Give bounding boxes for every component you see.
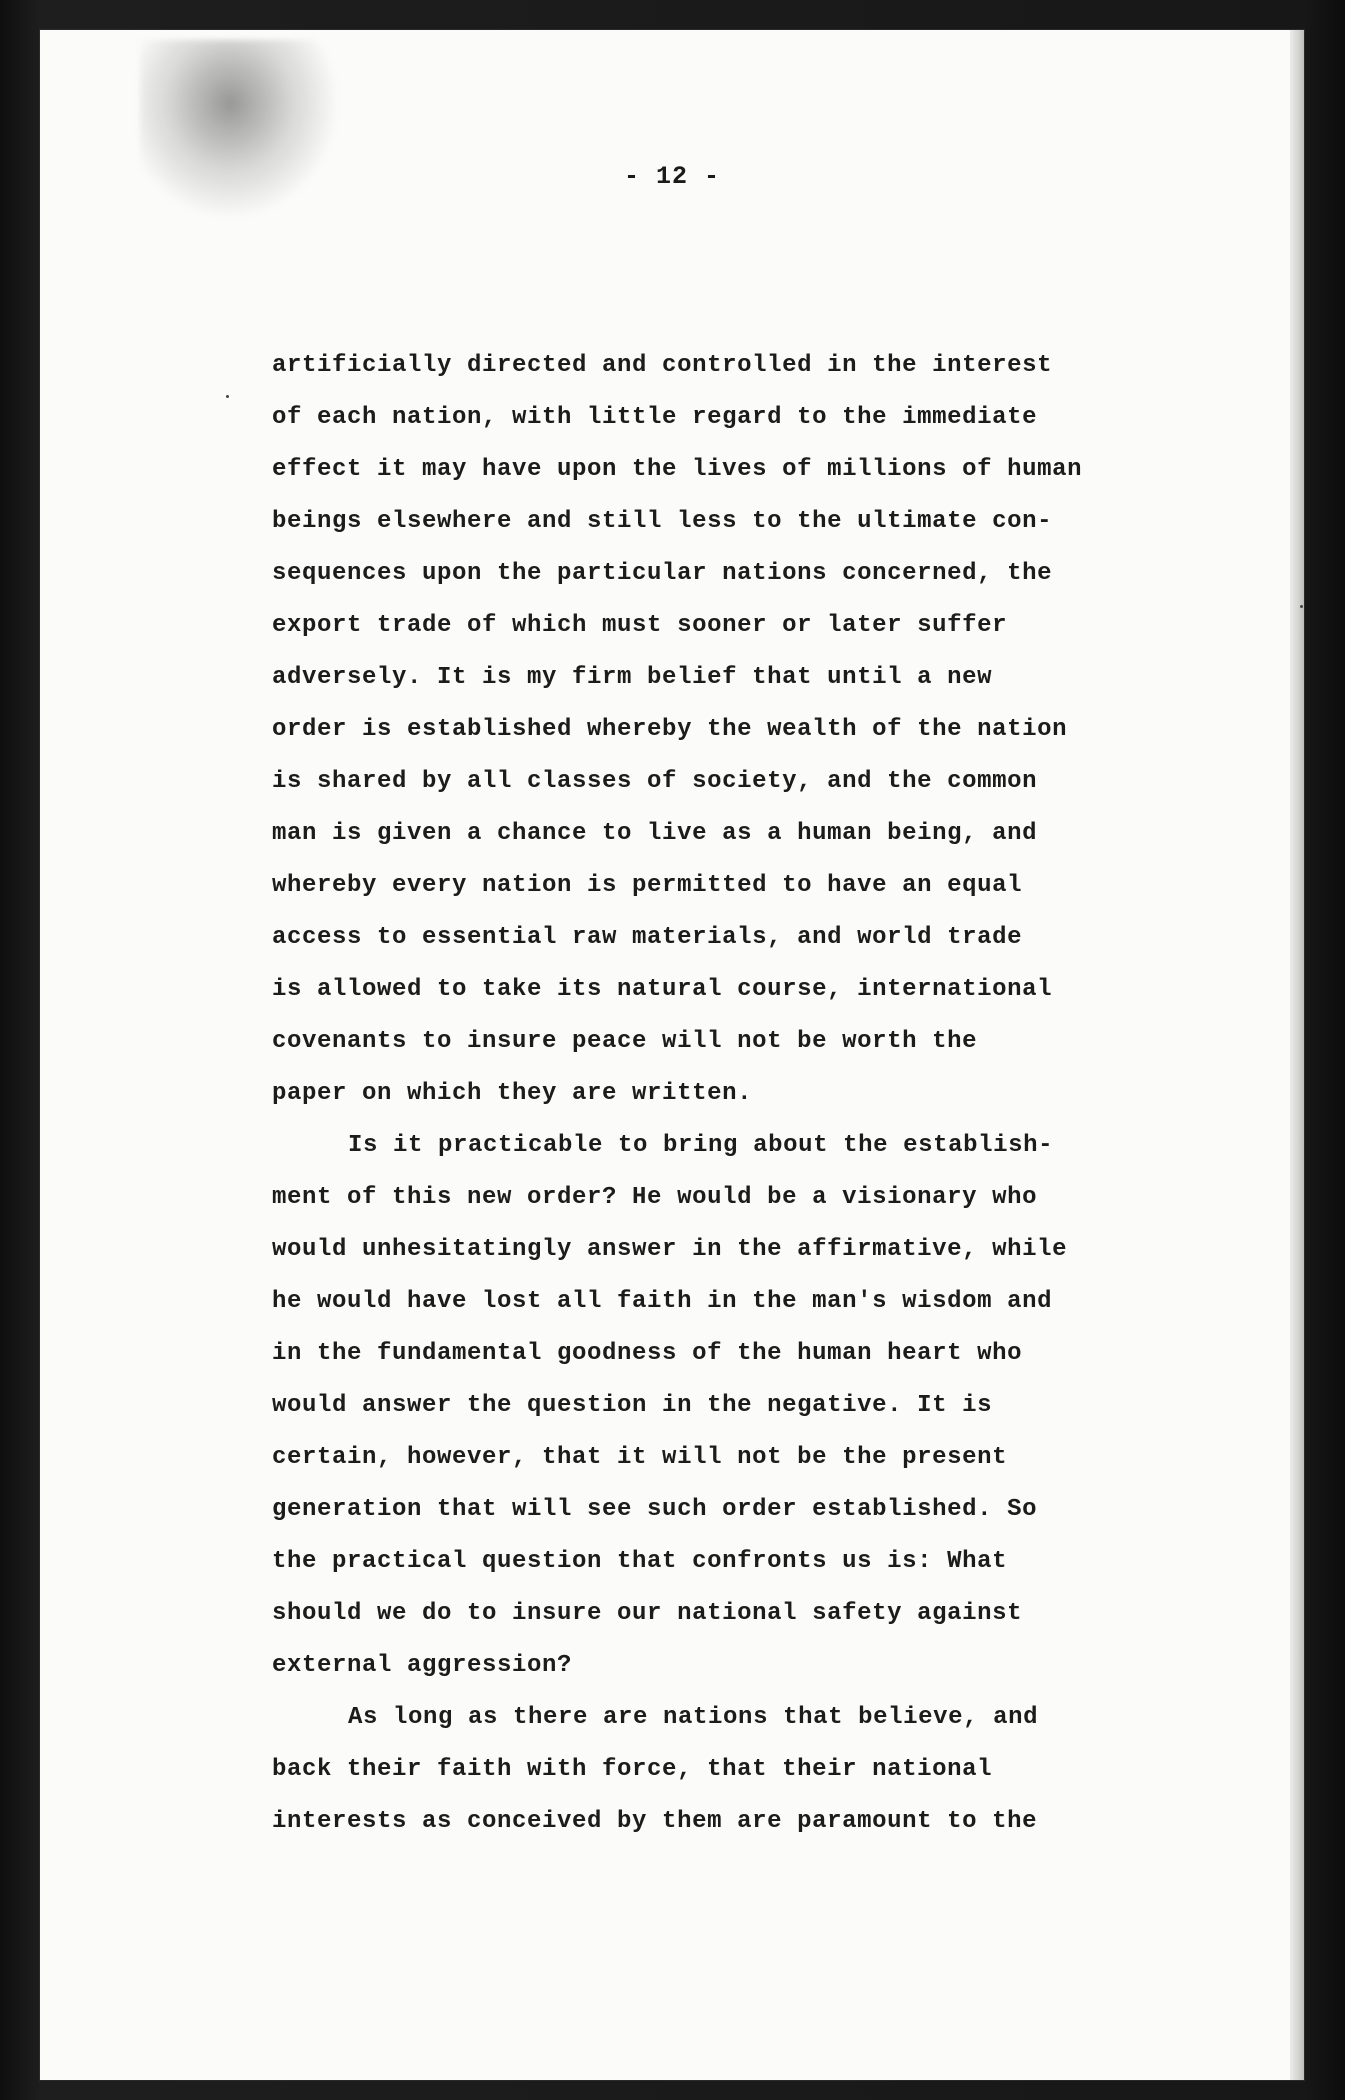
- text-line: he would have lost all faith in the man's wisdom and: [272, 1288, 1053, 1315]
- text-line: would unhesitatingly answer in the affirmative, while: [272, 1236, 1068, 1263]
- text-line: ment of this new order? He would be a visionary who: [272, 1184, 1038, 1211]
- stray-mark: [226, 395, 229, 398]
- page-edge: [1290, 30, 1304, 2080]
- text-line: man is given a chance to live as a human being, and: [272, 820, 1038, 847]
- body-text: [272, 340, 1172, 1848]
- text-line: adversely. It is my firm belief that until a new: [272, 664, 993, 691]
- text-line: artificially directed and controlled in the interest: [272, 352, 1053, 379]
- text-line: back their faith with force, that their national: [272, 1756, 993, 1783]
- text-line: is allowed to take its natural course, international: [272, 976, 1053, 1003]
- text-line: generation that will see such order established. So: [272, 1496, 1038, 1523]
- page-number: - 12 -: [623, 162, 720, 191]
- text-line: certain, however, that it will not be the present: [272, 1444, 1008, 1471]
- text-line: effect it may have upon the lives of millions of human: [272, 456, 1083, 483]
- ink-smudge: [140, 40, 340, 220]
- text-line: in the fundamental goodness of the human heart who: [272, 1340, 1023, 1367]
- stray-mark: [1300, 605, 1303, 608]
- text-line: of each nation, with little regard to the immediate: [272, 404, 1038, 431]
- text-line: sequences upon the particular nations concerned, the: [272, 560, 1053, 587]
- text-line: access to essential raw materials, and world trade: [272, 924, 1023, 951]
- text-line: external aggression?: [272, 1652, 573, 1679]
- paragraph-start-line: As long as there are nations that believe, and: [348, 1704, 1039, 1731]
- text-line: whereby every nation is permitted to have an equal: [272, 872, 1023, 899]
- text-line: should we do to insure our national safety against: [272, 1600, 1023, 1627]
- paragraph-start-line: Is it practicable to bring about the establish-: [348, 1132, 1054, 1159]
- text-line: paper on which they are written.: [272, 1080, 753, 1107]
- text-line: the practical question that confronts us is: What: [272, 1548, 1008, 1575]
- text-line: export trade of which must sooner or later suffer: [272, 612, 1008, 639]
- text-line: order is established whereby the wealth of the nation: [272, 716, 1068, 743]
- document-page: [40, 30, 1304, 2080]
- text-line: interests as conceived by them are paramount to the: [272, 1808, 1038, 1835]
- text-line: beings elsewhere and still less to the ultimate con-: [272, 508, 1053, 535]
- text-line: is shared by all classes of society, and the common: [272, 768, 1038, 795]
- text-line: covenants to insure peace will not be worth the: [272, 1028, 978, 1055]
- text-line: would answer the question in the negative. It is: [272, 1392, 993, 1419]
